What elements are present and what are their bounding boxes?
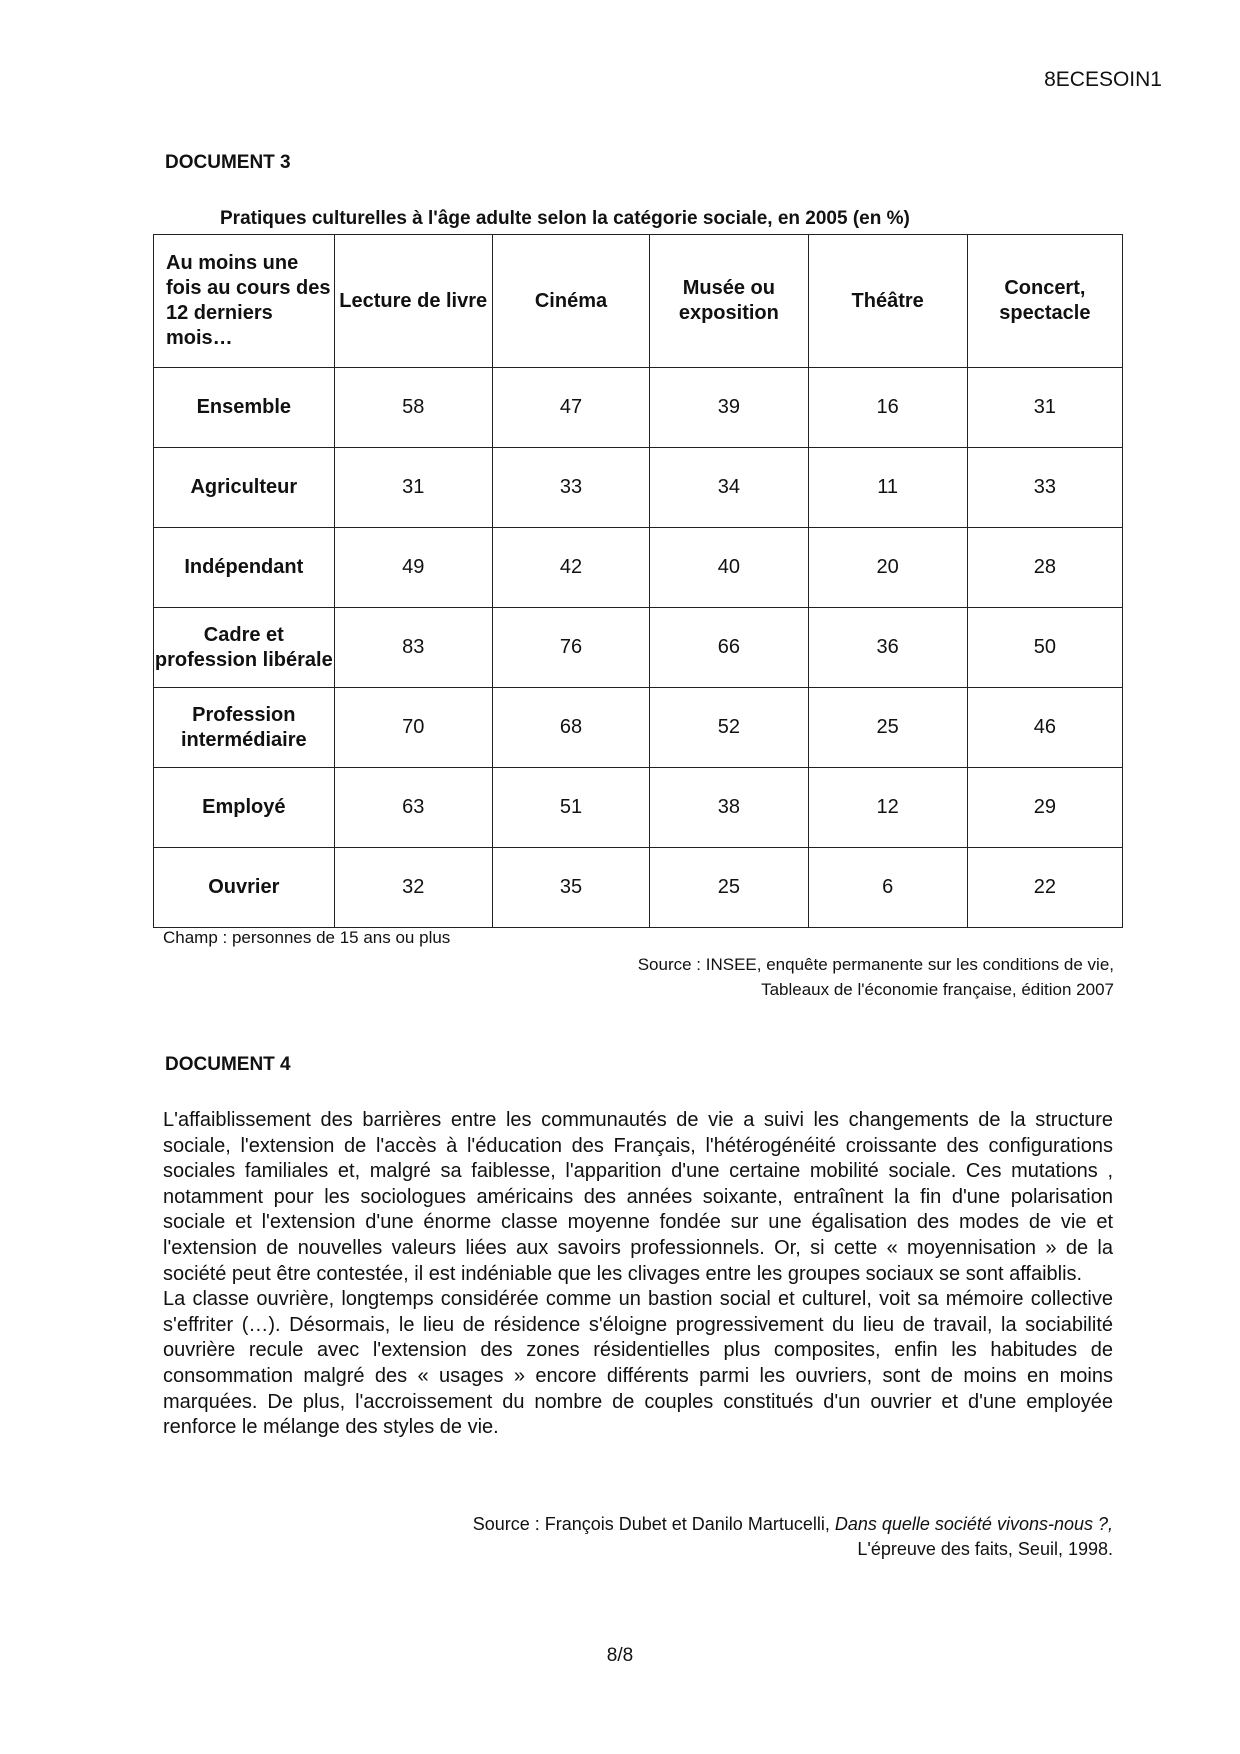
table-cell: 63 xyxy=(334,768,492,848)
column-header: Théâtre xyxy=(808,235,967,368)
table-cell: 25 xyxy=(650,848,808,928)
table-cell: 32 xyxy=(334,848,492,928)
source-line: Tableaux de l'économie française, édition 2007 xyxy=(761,980,1114,999)
column-header: Lecture de livre xyxy=(334,235,492,368)
column-header: Concert, spectacle xyxy=(967,235,1122,368)
table-cell: 83 xyxy=(334,608,492,688)
row-label: Profession intermédiaire xyxy=(154,688,335,768)
table-cell: 68 xyxy=(492,688,649,768)
table-cell: 47 xyxy=(492,368,649,448)
paragraph: La classe ouvrière, longtemps considérée comme un bastion social et culturel, voit sa mémoire collective s'effriter (…). Désormais, le lieu de résidence s'éloigne progressivement du lieu de travail, la sociabilité ouvrière recule avec l'extension des zones résidentielles plus composites, enfin les habitudes de consommation malgré des « usages » encore différents parmi les ouvriers, sont de moins en moins marquées. De plus, l'accroissement du nombre de couples constitués d'un ouvrier et d'une employée renforce le mélange des styles de vie. xyxy=(163,1288,1113,1439)
source-prefix: Source : François Dubet et Danilo Martucelli, xyxy=(472,1514,835,1534)
table-champ: Champ : personnes de 15 ans ou plus xyxy=(163,928,451,947)
document-3-heading: DOCUMENT 3 xyxy=(165,152,291,173)
table-cell: 33 xyxy=(492,448,649,528)
table-cell: 66 xyxy=(650,608,808,688)
source-line: L'épreuve des faits, Seuil, 1998. xyxy=(857,1539,1113,1559)
document-code: 8ECESOIN1 xyxy=(1044,68,1162,91)
table-cell: 49 xyxy=(334,528,492,608)
table-cell: 16 xyxy=(808,368,967,448)
table-cell: 35 xyxy=(492,848,649,928)
table-cell: 46 xyxy=(967,688,1122,768)
table-cell: 38 xyxy=(650,768,808,848)
table-cell: 31 xyxy=(967,368,1122,448)
table-row xyxy=(154,368,1123,448)
table-cell: 58 xyxy=(334,368,492,448)
table-cell: 31 xyxy=(334,448,492,528)
table-cell: 42 xyxy=(492,528,649,608)
table-cell: 11 xyxy=(808,448,967,528)
page-number: 8/8 xyxy=(606,1645,634,1666)
table-row xyxy=(154,688,1123,768)
table-cell: 6 xyxy=(808,848,967,928)
document-4-heading: DOCUMENT 4 xyxy=(165,1054,291,1075)
row-label: Cadre et profession libérale xyxy=(154,608,335,688)
table-cell: 70 xyxy=(334,688,492,768)
row-label: Ouvrier xyxy=(154,848,335,928)
document-4-source xyxy=(473,1512,1113,1562)
row-label: Agriculteur xyxy=(154,448,335,528)
document-4-text xyxy=(163,1108,1113,1441)
table-cell: 40 xyxy=(650,528,808,608)
table-row xyxy=(154,528,1123,608)
table-title: Pratiques culturelles à l'âge adulte selon la catégorie sociale, en 2005 (en %) xyxy=(220,208,910,229)
row-label: Indépendant xyxy=(154,528,335,608)
table-row xyxy=(154,848,1123,928)
column-header: Musée ou exposition xyxy=(650,235,808,368)
table-row xyxy=(154,448,1123,528)
table-cell: 29 xyxy=(967,768,1122,848)
table-cell: 51 xyxy=(492,768,649,848)
table-cell: 25 xyxy=(808,688,967,768)
table-cell: 39 xyxy=(650,368,808,448)
table-cell: 33 xyxy=(967,448,1122,528)
column-header: Cinéma xyxy=(492,235,649,368)
table-cell: 12 xyxy=(808,768,967,848)
row-label: Employé xyxy=(154,768,335,848)
culture-table xyxy=(153,234,1123,928)
table-row xyxy=(154,608,1123,688)
table-cell: 76 xyxy=(492,608,649,688)
column-header: Au moins une fois au cours des 12 derniers mois… xyxy=(154,235,335,368)
row-label: Ensemble xyxy=(154,368,335,448)
table-cell: 28 xyxy=(967,528,1122,608)
table-row xyxy=(154,768,1123,848)
table-cell: 52 xyxy=(650,688,808,768)
table-cell: 50 xyxy=(967,608,1122,688)
table-cell: 36 xyxy=(808,608,967,688)
paragraph: L'affaiblissement des barrières entre les communautés de vie a suivi les changements de la structure sociale, l'extension de l'accès à l'éducation des Français, l'hétérogénéité croissante des configurations sociales familiales et, malgré sa faiblesse, l'apparition d'une certaine mobilité sociale. Ces mutations , notamment pour les sociologues américains des années soixante, entraînent la fin d'une polarisation sociale et l'extension d'une énorme classe moyenne fondée sur une égalisation des modes de vie et l'extension de nouvelles valeurs liées aux savoirs professionnels. Or, si cette « moyennisation » de la société peut être contestée, il est indéniable que les clivages entre les groupes sociaux se sont affaiblis. xyxy=(163,1109,1113,1285)
table-cell: 22 xyxy=(967,848,1122,928)
table-cell: 20 xyxy=(808,528,967,608)
source-line: Source : INSEE, enquête permanente sur les conditions de vie, xyxy=(637,955,1114,974)
table-source xyxy=(638,952,1114,1002)
table-cell: 34 xyxy=(650,448,808,528)
source-title: Dans quelle société vivons-nous ?, xyxy=(834,1514,1113,1534)
